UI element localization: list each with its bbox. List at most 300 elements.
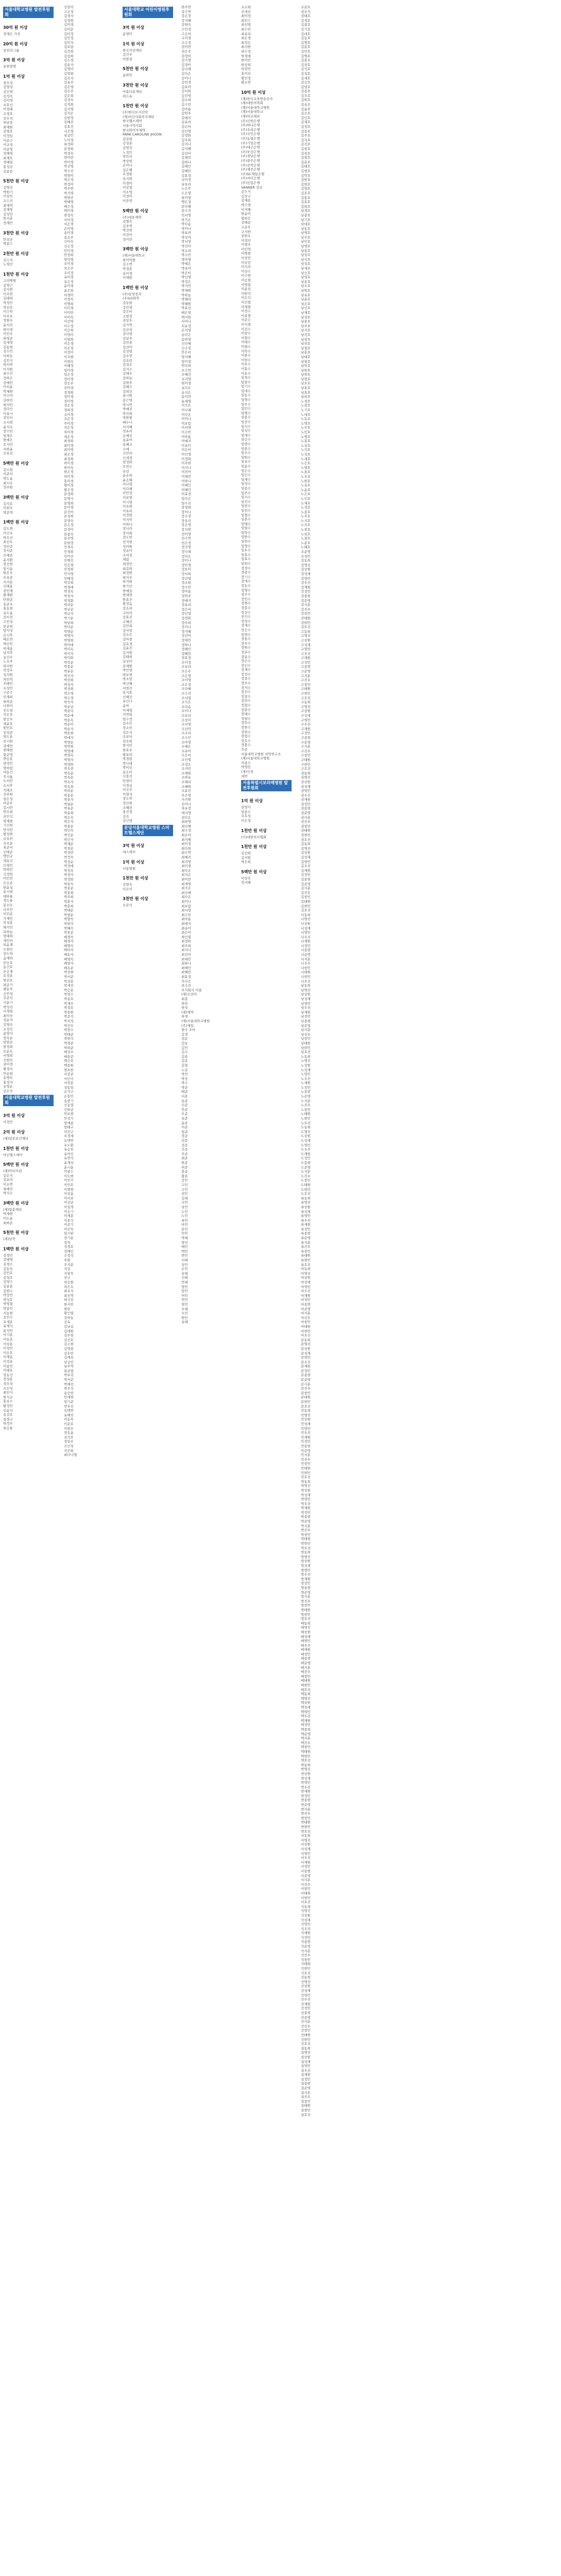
donor-name: 고영민: [301, 647, 311, 652]
donor-name: 정준: [181, 1143, 188, 1147]
donor-name: 박신혜: [123, 682, 132, 686]
donation-tier-heading: 2천만 원 이상: [3, 251, 29, 256]
donor-name: 임정수: [241, 482, 251, 486]
donor-name: 정가영: [181, 545, 191, 550]
donor-name: 서하윤: [3, 447, 13, 451]
donor-name: 최정희: [64, 456, 74, 461]
donor-group: [241, 748, 292, 778]
donor-name: 정다은: [181, 554, 191, 558]
donor-name: 정재은 가족: [3, 32, 21, 36]
donor-name: 도현민: [301, 1187, 311, 1192]
donor-name: 나현민: [301, 975, 311, 979]
donor-name: 윤아: [123, 703, 129, 708]
donor-name: (주)대구은행: [241, 145, 260, 150]
donor-name: 박은숙: [64, 815, 74, 820]
donor-name: 장춘수: [241, 707, 251, 712]
donor-name: 박재현: [3, 1212, 13, 1216]
donor-name: 김민희: [123, 624, 132, 629]
donor-name: 이경실: [123, 783, 132, 788]
donor-name: 장우수: [241, 641, 251, 646]
donor-name: 김도현: [3, 527, 13, 531]
donor-name: (재)대한의학회: [241, 101, 263, 106]
donor-name: 서미나: [181, 319, 191, 324]
donor-name: 김정은: [123, 363, 132, 367]
donor-name: 박종현: [301, 1515, 311, 1519]
donor-name: 고현민: [301, 691, 311, 696]
donor-name: 원미경: [181, 381, 191, 386]
donor-name: 민재원: [301, 1435, 311, 1439]
donation-tier-heading: 3억 원 이상: [123, 843, 145, 848]
donor-name: 노광호: [301, 403, 311, 408]
donor-name: 김래원: [64, 1329, 74, 1333]
donor-name: 김민종: [123, 341, 132, 345]
donor-name: 박채원: [181, 289, 191, 293]
donor-group: [181, 505, 212, 988]
donor-name: 노정민: [301, 1085, 311, 1090]
donor-name: 이해인: [181, 483, 191, 488]
donor-name: 이유리: [123, 509, 132, 513]
donor-name: 지은호: [3, 713, 13, 717]
donor-name: 김준영: [301, 882, 311, 886]
donor-name: 박을순: [64, 824, 74, 828]
donor-name: 김창민: [301, 895, 311, 900]
donor-group: [123, 860, 173, 871]
donor-name: 남보라: [181, 182, 191, 187]
donor-name: 김지원: [123, 650, 132, 655]
donor-name: 김재용: [241, 198, 251, 203]
donor-name: 마성재: [301, 1280, 311, 1284]
donor-name: 노용호: [301, 470, 311, 474]
donor-name: 박순이: [64, 722, 74, 727]
donor-name: 백명진: [301, 1696, 311, 1701]
donor-name: 강우진: [301, 581, 311, 585]
donor-name: 김원호: [301, 98, 311, 103]
donor-name: 노동호: [301, 417, 311, 421]
donor-name: 이서윤: [3, 385, 13, 389]
donor-name: 백영민: [301, 1709, 311, 1714]
donor-name: 정경호: [64, 1245, 74, 1249]
donor-name: 김주연: [123, 224, 132, 228]
donor-name: 김춘호: [301, 160, 311, 164]
donor-name: 세연: [241, 774, 248, 778]
donor-name: 김윤석: [3, 1408, 13, 1413]
donor-name: 남원호: [301, 289, 311, 293]
donor-name: 류시원: [123, 394, 132, 398]
donor-group: [123, 247, 173, 280]
donor-name: 김우빈: [64, 1351, 74, 1355]
donor-name: 이상민: [3, 194, 13, 199]
donor-name: 노지훈: [301, 1098, 311, 1103]
donor-name: 장정수: [241, 672, 251, 676]
donor-name: 이재훈: [3, 1355, 13, 1360]
donor-name: 김지영: [64, 107, 74, 111]
donor-name: 박종민: [3, 1306, 13, 1311]
donor-name: 송명숙: [3, 1076, 13, 1080]
donor-name: 백태원: [301, 1749, 311, 1754]
donor-name: 김수현: [3, 467, 13, 472]
donor-name: 남세호: [301, 266, 311, 271]
donor-name: 노민: [181, 1209, 188, 1214]
donor-name: 이정태: [3, 107, 13, 112]
donor-name: 박경화: [64, 598, 74, 603]
donor-name: 백재원: [301, 1718, 311, 1723]
donor-name: 박호진: [301, 1546, 311, 1550]
donor-name: 방영민: [301, 1568, 311, 1572]
donor-name: 전도연: [123, 535, 132, 540]
donor-name: 조가은: [181, 700, 191, 705]
donor-name: 박혜원: [181, 301, 191, 306]
donor-name: 강창민: [301, 612, 311, 616]
donor-name: 김정희: [64, 103, 74, 107]
donor-name: 김상호: [301, 62, 311, 67]
donation-tier-heading: 1억 원 이상: [3, 74, 25, 79]
donor-name: 박서준: [64, 975, 74, 979]
donor-name: 이채원: [123, 276, 132, 280]
donor-name: 방도훈: [3, 735, 13, 739]
donor-name: 박정자: [64, 873, 74, 877]
donor-name: 민성재: [301, 1422, 311, 1426]
donor-name: 김옥빈: [123, 358, 132, 363]
donor-name: 박경옥: [64, 589, 74, 594]
donor-name: 남윤호: [301, 297, 311, 302]
donor-name: 홍상수: [3, 1399, 13, 1404]
donor-name: 박은정: [64, 178, 74, 182]
donor-name: (주)하나은행: [241, 123, 260, 128]
donor-name: 권종현: [301, 806, 311, 811]
donor-name: 정주희: [181, 620, 191, 625]
donor-name: 우도환: [64, 1143, 74, 1147]
donor-name: 김진호: [301, 142, 311, 147]
donor-name: 석명진: [301, 1909, 311, 1913]
donor-name: 고재원: [301, 656, 311, 660]
donor-name: 김종현: [301, 877, 311, 882]
donor-name: 김보미: [181, 84, 191, 89]
donor-name: 민현민: [301, 1470, 311, 1475]
donor-name: 남지훈: [301, 1028, 311, 1032]
donor-name: 김민지: [64, 40, 74, 45]
donor-name: 정해영: [3, 151, 13, 156]
donor-name: (재)한국교육방송공사: [241, 96, 273, 101]
donor-name: (주)기업은행: [241, 141, 260, 145]
donor-name: 남천호: [301, 342, 311, 346]
donor-name: 배지훈: [301, 1665, 311, 1670]
donor-name: 권성재: [301, 784, 311, 789]
donor-name: 고은비: [181, 31, 191, 36]
donor-name: 승민성: [3, 991, 13, 996]
donor-name: (재)서울대학교: [241, 110, 263, 114]
donor-group: [241, 778, 292, 793]
donor-name: 문준영: [301, 1378, 311, 1382]
donor-name: 유선: [123, 469, 129, 473]
donor-name: 임성수: [241, 429, 251, 433]
donor-name: 부민준: [3, 912, 13, 917]
donation-tier-heading: 1천만 원 이상: [241, 828, 267, 833]
donor-name: 서지훈: [301, 1878, 311, 1883]
donor-name: 마동희: [301, 1267, 311, 1272]
donor-name: 노종현: [301, 1090, 311, 1094]
donor-name: 김호호: [301, 191, 311, 195]
donor-name: 구동희: [301, 700, 311, 705]
donor-name: 나은영: [64, 129, 74, 133]
donor-name: 방호진: [301, 1617, 311, 1621]
donor-name: 박순자: [64, 726, 74, 731]
donor-name: 설은성: [3, 796, 13, 801]
donor-name: 장지현: [181, 528, 191, 532]
donor-name: 최민식: [3, 1391, 13, 1395]
donor-name: 조혜원: [181, 784, 191, 789]
donor-name: 노승호: [301, 461, 311, 466]
donor-name: 김태희: [3, 296, 13, 301]
donor-name: 시윤기: [3, 1001, 13, 1005]
donor-name: 장인수: [241, 663, 251, 668]
donor-name: 송준우: [3, 602, 13, 606]
donor-name: 박성진: [3, 1005, 13, 1009]
donor-name: 남명진: [301, 988, 311, 992]
donor-name: 백종현: [301, 1727, 311, 1732]
donor-name: 강동희: [301, 558, 311, 563]
donor-name: 한국화이자제약: [123, 128, 145, 132]
donor-name: 남우진: [301, 1006, 311, 1010]
donor-name: 박용순: [64, 793, 74, 798]
donor-name: 조하늘: [181, 775, 191, 780]
donor-name: 윤지우: [3, 425, 13, 429]
donor-name: 문선아: [64, 510, 74, 514]
donor-name: 서현진: [123, 686, 132, 690]
donor-name: 장상수: [241, 610, 251, 615]
donor-name: 노현민: [301, 1116, 311, 1121]
donor-name: 민은영: [64, 563, 74, 567]
donor-name: 장석수: [241, 615, 251, 619]
donor-name: (주)국민은행: [241, 132, 260, 137]
donor-name: 문근영: [123, 398, 132, 402]
donor-name: 권호진: [301, 837, 311, 842]
donor-name: 문정미: [64, 528, 74, 532]
donor-name: 임원수: [241, 455, 251, 460]
donor-name: 김예린: [3, 380, 13, 385]
donor-name: 박나래: [123, 761, 132, 766]
donor-name: 공유: [64, 1320, 71, 1325]
donor-name: 구미경: [181, 36, 191, 41]
donor-name: 어민찬: [3, 876, 13, 881]
donor-name: 임석수: [241, 424, 251, 429]
donor-name: 피윤재: [3, 943, 13, 947]
donor-name: 오순옥: [3, 1049, 13, 1054]
donor-name: 변정민: [301, 1793, 311, 1798]
donor-name: 배준: [181, 1090, 188, 1094]
donor-name: 도정민: [301, 1156, 311, 1161]
donor-name: 임유수: [241, 460, 251, 464]
donor-name: 선주원: [3, 792, 13, 797]
donor-name: 노성호: [301, 452, 311, 456]
donor-name: 천우희: [123, 739, 132, 743]
donor-name: 박소라: [181, 248, 191, 253]
donor-name: 박정호: [64, 1006, 74, 1010]
donor-name: 정은지: [123, 730, 132, 735]
donor-name: 주준: [181, 1151, 188, 1156]
donor-name: 형태희: [3, 934, 13, 939]
donation-tier-heading: 3백만 원 이상: [3, 1200, 29, 1206]
donor-name: 남지후: [3, 651, 13, 655]
donor-name: 김하나: [181, 160, 191, 164]
donor-name: 김성희: [64, 54, 74, 58]
donor-name: 문동희: [301, 1337, 311, 1342]
donor-name: 유지은: [181, 390, 191, 395]
donor-name: 강하늘: [64, 1315, 74, 1320]
donation-tier-heading: 20억 원 이상: [3, 41, 28, 46]
donor-name: 정재민: [3, 221, 13, 225]
donor-name: 조은정: [181, 682, 191, 687]
donor-name: 도성재: [301, 1139, 311, 1143]
donor-name: 권정아: [181, 54, 191, 58]
donor-name: 박미화: [64, 656, 74, 660]
donor-name: 장수빈: [3, 429, 13, 434]
donor-name: 박영자: [64, 757, 74, 762]
donor-name: 김병호: [301, 54, 311, 58]
donor-name: 임윤수: [241, 464, 251, 468]
donor-name: 김재원: [301, 868, 311, 873]
donor-name: 김민경: [181, 80, 191, 85]
donor-name: 박서준: [64, 1378, 74, 1382]
donor-name: 김무열: [64, 1333, 74, 1338]
donor-name: 한미경: [3, 327, 13, 332]
donor-name: 권은주: [181, 49, 191, 54]
donor-name: 최예진: [3, 1187, 13, 1191]
donor-name: 박영옥: [64, 753, 74, 758]
donor-name: 배준영: [301, 1661, 311, 1666]
donor-name: 박명희: [64, 638, 74, 642]
donor-name: 마지훈: [301, 1311, 311, 1316]
donor-name: 박태준: [64, 1032, 74, 1037]
donor-name: 김영미: [64, 67, 74, 72]
donor-name: 방명진: [301, 1554, 311, 1559]
donor-name: 이소연: [3, 1182, 13, 1187]
donor-name: 김동호: [301, 36, 311, 41]
donor-name: 박봉순: [64, 665, 74, 669]
donor-name: 도호진: [301, 1192, 311, 1196]
donor-name: 김성재: [301, 855, 311, 859]
donor-name: 이민우: [3, 332, 13, 336]
donor-name: 김지은: [64, 111, 74, 116]
donor-name: 남진호: [301, 332, 311, 337]
donor-group: [3, 461, 54, 490]
donor-name: 노호진: [301, 1121, 311, 1125]
donor-name: 노준: [181, 1067, 188, 1072]
donor-name: (재)서울대학교병원: [241, 756, 270, 761]
donor-group: [3, 1093, 54, 1108]
donor-name: 남학호: [301, 364, 311, 368]
donor-group: [123, 606, 173, 757]
donor-name: 장용수: [241, 637, 251, 641]
donor-name: 고태원: [301, 687, 311, 691]
donor-name: 엄태구: [64, 1125, 74, 1130]
donor-name: 유한양행: [3, 64, 16, 69]
donor-name: 박정화: [64, 877, 74, 882]
donor-name: 문미경: [64, 505, 74, 510]
donor-name: 이서진: [64, 1196, 74, 1200]
donor-name: 김명진: [301, 846, 311, 851]
donor-name: 하지원: [123, 580, 132, 584]
donor-name: 박주연: [64, 187, 74, 191]
donor-name: 박경림: [123, 757, 132, 761]
donor-name: 채은정: [64, 434, 74, 439]
donor-name: 석태원: [301, 1962, 311, 1967]
donor-name: 김동: [181, 1041, 188, 1045]
donor-name: 임수정: [123, 717, 132, 721]
donor-name: (주)전북은행: [241, 163, 260, 167]
donor-name: 공효진: [123, 615, 132, 620]
donor-name: 민우진: [301, 1431, 311, 1435]
donor-name: 이용진: [241, 287, 251, 292]
donor-name: 나민: [181, 1200, 188, 1205]
donor-name: 오유준: [3, 575, 13, 580]
donor-name: 배용준: [64, 1054, 74, 1059]
donor-name: 박태순: [64, 908, 74, 913]
donor-name: 장기수: [241, 574, 251, 579]
donor-name: 김가영: [181, 58, 191, 63]
donor-name: 박정은: [181, 279, 191, 284]
donor-name: 노종호: [301, 510, 311, 514]
donor-name: 정미경: [64, 395, 74, 399]
donor-name: 신태: [181, 1276, 188, 1280]
donor-name: 박순옥: [64, 718, 74, 722]
donor-name: 구정민: [301, 731, 311, 736]
donor-name: 이미경: [64, 306, 74, 311]
donor-name: 이재철: [241, 304, 251, 309]
donor-name: 김선영: [181, 93, 191, 98]
donor-name: 박보라: [181, 231, 191, 235]
donation-tier-heading: 1억 원 이상: [123, 859, 145, 865]
donor-name: 임경수: [241, 376, 251, 380]
donor-name: 송미경: [123, 271, 132, 276]
donor-name: 박순희: [64, 731, 74, 736]
donor-name: 김수연: [123, 262, 132, 267]
donor-name: 임명수: [241, 398, 251, 402]
donor-name: (재)서울대학교: [123, 253, 145, 258]
donor-name: 석상원: [301, 1913, 311, 1918]
donor-name: 이광수: [64, 1170, 74, 1174]
donor-name: 구우진: [301, 722, 311, 727]
donor-name: 서장훈: [64, 1081, 74, 1086]
donor-name: 박분순: [64, 669, 74, 674]
donor-name: 김희호: [301, 204, 311, 209]
donor-name: 류영민: [301, 1214, 311, 1218]
donor-name: 황준: [181, 1174, 188, 1178]
donor-name: 나창민: [301, 965, 311, 970]
donor-name: 이승호: [3, 1350, 13, 1355]
donor-name: 배성재: [301, 1634, 311, 1639]
donor-name: 노은주: [181, 187, 191, 191]
donor-name: 황정음: [123, 602, 132, 606]
donor-name: 김서희: [181, 89, 191, 94]
donor-name: 이예지: [181, 439, 191, 444]
donor-name: 박은희: [241, 860, 251, 865]
donor-name: 노경호: [301, 399, 311, 403]
donation-tier-heading: 3억 원 이상: [3, 58, 25, 63]
donor-name: 설지훈: [301, 2090, 311, 2095]
donor-name: 민미선: [64, 554, 74, 558]
donor-name: 김준: [181, 1059, 188, 1063]
donor-name: 김석호: [301, 67, 311, 72]
donor-name: 서영희: [3, 1054, 13, 1058]
donor-name: 표민석: [3, 815, 13, 819]
donor-name: 윤하린: [123, 73, 132, 78]
donor-name: 조혜련: [123, 805, 132, 810]
donor-name: 민지영: [64, 572, 74, 576]
donor-name: 이효수: [241, 371, 251, 376]
donor-name: 박정숙: [64, 855, 74, 859]
donor-name: 조은주: [181, 669, 191, 674]
donor-name: 변우석: [64, 1386, 74, 1391]
